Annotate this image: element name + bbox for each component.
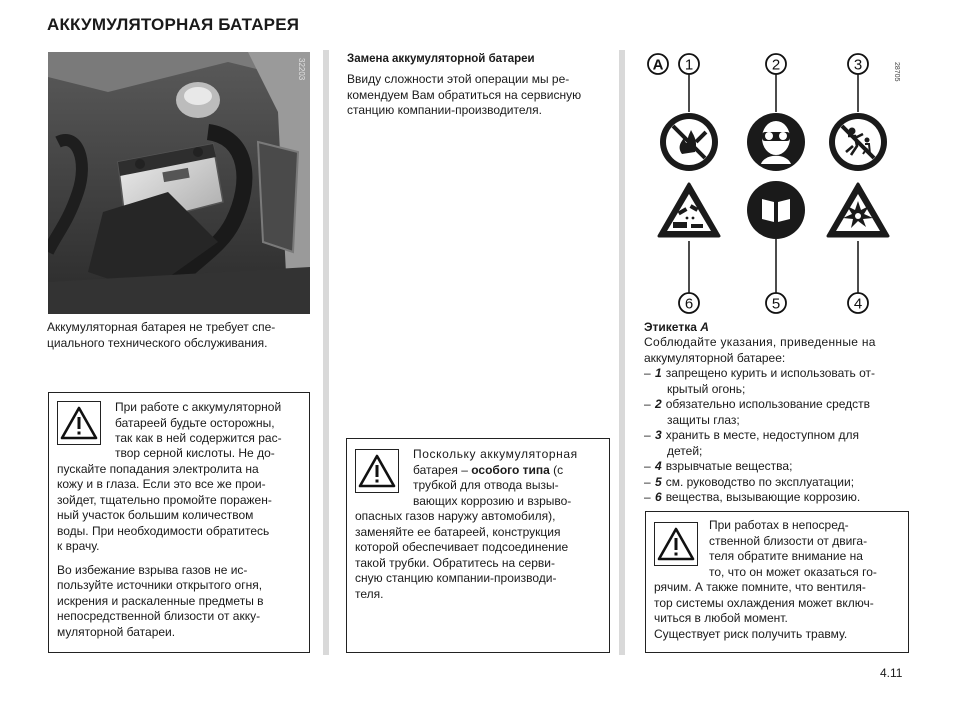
warning-line: Существует риск получить травму.	[654, 626, 848, 641]
list-item: – 2 обязательно использование средств	[644, 397, 871, 411]
etiquette-title-prefix: Этикетка	[644, 320, 701, 334]
label-number: 6	[684, 295, 694, 313]
page-title: АККУМУЛЯТОРНАЯ БАТАРЕЯ	[47, 15, 300, 34]
label-letter: A	[652, 56, 664, 74]
warning-line: теля обратите внимание на	[709, 549, 863, 563]
photo-caption	[47, 320, 311, 351]
list-item-number: 2	[655, 397, 662, 411]
warning-triangle-icon	[60, 406, 98, 440]
replacement-line: станцию компании-производителя.	[347, 103, 542, 117]
list-item: – 1 запрещено курить и использовать от-	[644, 366, 876, 380]
list-item: – 3 хранить в месте, недоступном для	[644, 428, 860, 442]
warning-line: При работе с аккумуляторной	[115, 400, 282, 414]
photo-code: 32203	[297, 58, 306, 81]
list-item-number: 6	[655, 490, 662, 504]
labels-code: 28705	[893, 62, 900, 82]
corrosive-icon	[659, 184, 719, 293]
label-number-4	[848, 293, 868, 313]
page-number: 4.11	[880, 666, 903, 680]
etiquette-title-letter: A	[700, 320, 709, 334]
warning-line: непосредственной близости от акку-	[57, 609, 261, 623]
warning-triangle-icon	[358, 454, 396, 488]
label-number: 2	[771, 56, 781, 74]
list-item-text: детей;	[667, 443, 703, 458]
warning-line: такой трубки. Обратитесь на серви-	[355, 555, 555, 570]
intro-line: аккумуляторной батарее:	[644, 350, 786, 365]
eye-protection-icon	[747, 113, 805, 171]
list-item-text: хранить в месте, недоступном для	[665, 428, 860, 442]
warning-text: батарея –	[413, 462, 472, 477]
no-smoking-flame-icon	[660, 113, 718, 171]
list-item-text: обязательно использование средств	[665, 397, 871, 411]
explosive-icon	[828, 184, 888, 293]
label-number: 4	[853, 295, 863, 313]
list-item	[644, 413, 908, 429]
column-divider	[323, 50, 329, 655]
engine-bay-illustration	[48, 52, 310, 314]
warning-line: муляторной батареи.	[57, 624, 176, 639]
list-item-text: крытый огонь;	[667, 381, 746, 396]
list-item: – 6 вещества, вызывающие коррозию.	[644, 490, 861, 504]
keep-away-from-children-icon	[829, 113, 887, 171]
warning-line: тор системы охлаждения может включ-	[654, 595, 874, 610]
engine-bay-photo	[48, 52, 310, 314]
warning-line: ный участок большим количеством	[57, 508, 254, 522]
warning-triangle-icon	[355, 449, 399, 493]
warning-triangle-icon	[657, 527, 695, 561]
engine-hot-warning	[645, 511, 909, 653]
warning-line: которой обеспечивает подсоединение	[355, 540, 569, 554]
list-item: – 4 взрывчатые вещества;	[644, 459, 793, 473]
label-number-2	[766, 54, 786, 112]
list-item-number: 4	[655, 459, 662, 473]
warning-line	[413, 463, 601, 479]
list-item-text: взрывчатые вещества;	[665, 459, 793, 473]
replacement-title: Замена аккумуляторной батареи	[347, 53, 535, 65]
label-number: 3	[853, 56, 863, 74]
warning-line: зойдет, тщательно промойте поражен-	[57, 492, 272, 507]
etiquette-title	[644, 320, 709, 334]
label-number: 5	[771, 295, 781, 313]
warning-line: рячим. А также помните, что вентиля-	[654, 580, 866, 594]
warning-line: так как в ней содержится рас-	[115, 431, 282, 445]
list-item-text: см. руководство по эксплуатации;	[665, 474, 855, 489]
warning-line: воды. При необходимости обратитесь	[57, 523, 270, 538]
warning-line: Во избежание взрыва газов не ис-	[57, 562, 248, 577]
warning-line: заменяйте ее батареей, конструкция	[355, 524, 561, 539]
label-letter-a	[648, 54, 668, 74]
label-number-1	[679, 54, 699, 112]
warning-line: пускайте попадания электролита на	[57, 461, 259, 476]
list-item-text: запрещено курить и использовать от-	[665, 366, 876, 380]
intro-line: Соблюдайте указания, приведенные на	[644, 335, 876, 349]
list-item-text: защиты глаз;	[667, 412, 740, 427]
warning-line: трубкой для отвода вызы-	[413, 478, 559, 492]
warning-line: вающих коррозию и взрыво-	[413, 493, 572, 508]
warning-line: пользуйте источники открытого огня,	[57, 578, 263, 592]
replacement-text	[347, 72, 610, 119]
warning-line: теля.	[355, 586, 384, 601]
warning-line: читься в любой момент.	[654, 611, 788, 625]
list-item-text: вещества, вызывающие коррозию.	[665, 490, 861, 504]
label-pictograms	[643, 48, 909, 323]
warning-line: батареей будьте осторожны,	[115, 415, 275, 430]
special-type-emphasis: особого типа	[471, 462, 550, 477]
warning-line: ственной близости от двига-	[709, 533, 868, 548]
list-item-number: 3	[655, 428, 662, 442]
warning-text: (с	[549, 462, 564, 477]
caption-line: Аккумуляторная батарея не требует спе-	[47, 320, 276, 334]
list-item	[644, 382, 908, 398]
warning-line: твор серной кислоты. Не до-	[115, 446, 275, 460]
warning-line: сную станцию компании-производи-	[355, 571, 557, 585]
warning-line: к врачу.	[57, 539, 100, 553]
list-item-number: 1	[655, 366, 662, 380]
column-divider	[619, 50, 625, 655]
replacement-line: Ввиду сложности этой операции мы ре-	[347, 72, 570, 86]
label-number-5	[766, 293, 786, 313]
list-item: – 5 см. руководство по эксплуатации;	[644, 474, 855, 489]
warning-line: кожу и в глаза. Если это все же прои-	[57, 477, 266, 491]
battery-acid-warning	[48, 392, 310, 653]
list-item-number: 5	[655, 474, 662, 489]
warning-triangle-icon	[654, 522, 698, 566]
list-item	[644, 444, 908, 460]
read-manual-icon	[747, 181, 805, 293]
label-number: 1	[684, 56, 694, 74]
etiquette-intro	[644, 335, 908, 366]
special-battery-warning	[346, 438, 610, 653]
warning-line: Поскольку аккумуляторная	[413, 447, 578, 461]
warning-line: искрения и раскаленные предметы в	[57, 593, 264, 608]
etiquette-list	[644, 366, 908, 506]
label-number-3	[848, 54, 868, 112]
warning-line: то, что он может оказаться го-	[709, 564, 877, 579]
battery-label-diagram	[643, 48, 909, 323]
caption-line: циального технического обслуживания.	[47, 335, 268, 350]
label-number-6	[679, 293, 699, 313]
warning-line: При работах в непосред-	[709, 518, 849, 532]
replacement-line: комендуем Вам обратиться на сервисную	[347, 87, 582, 102]
warning-line: опасных газов наружу автомобиля),	[355, 509, 556, 523]
warning-triangle-icon	[57, 401, 101, 445]
